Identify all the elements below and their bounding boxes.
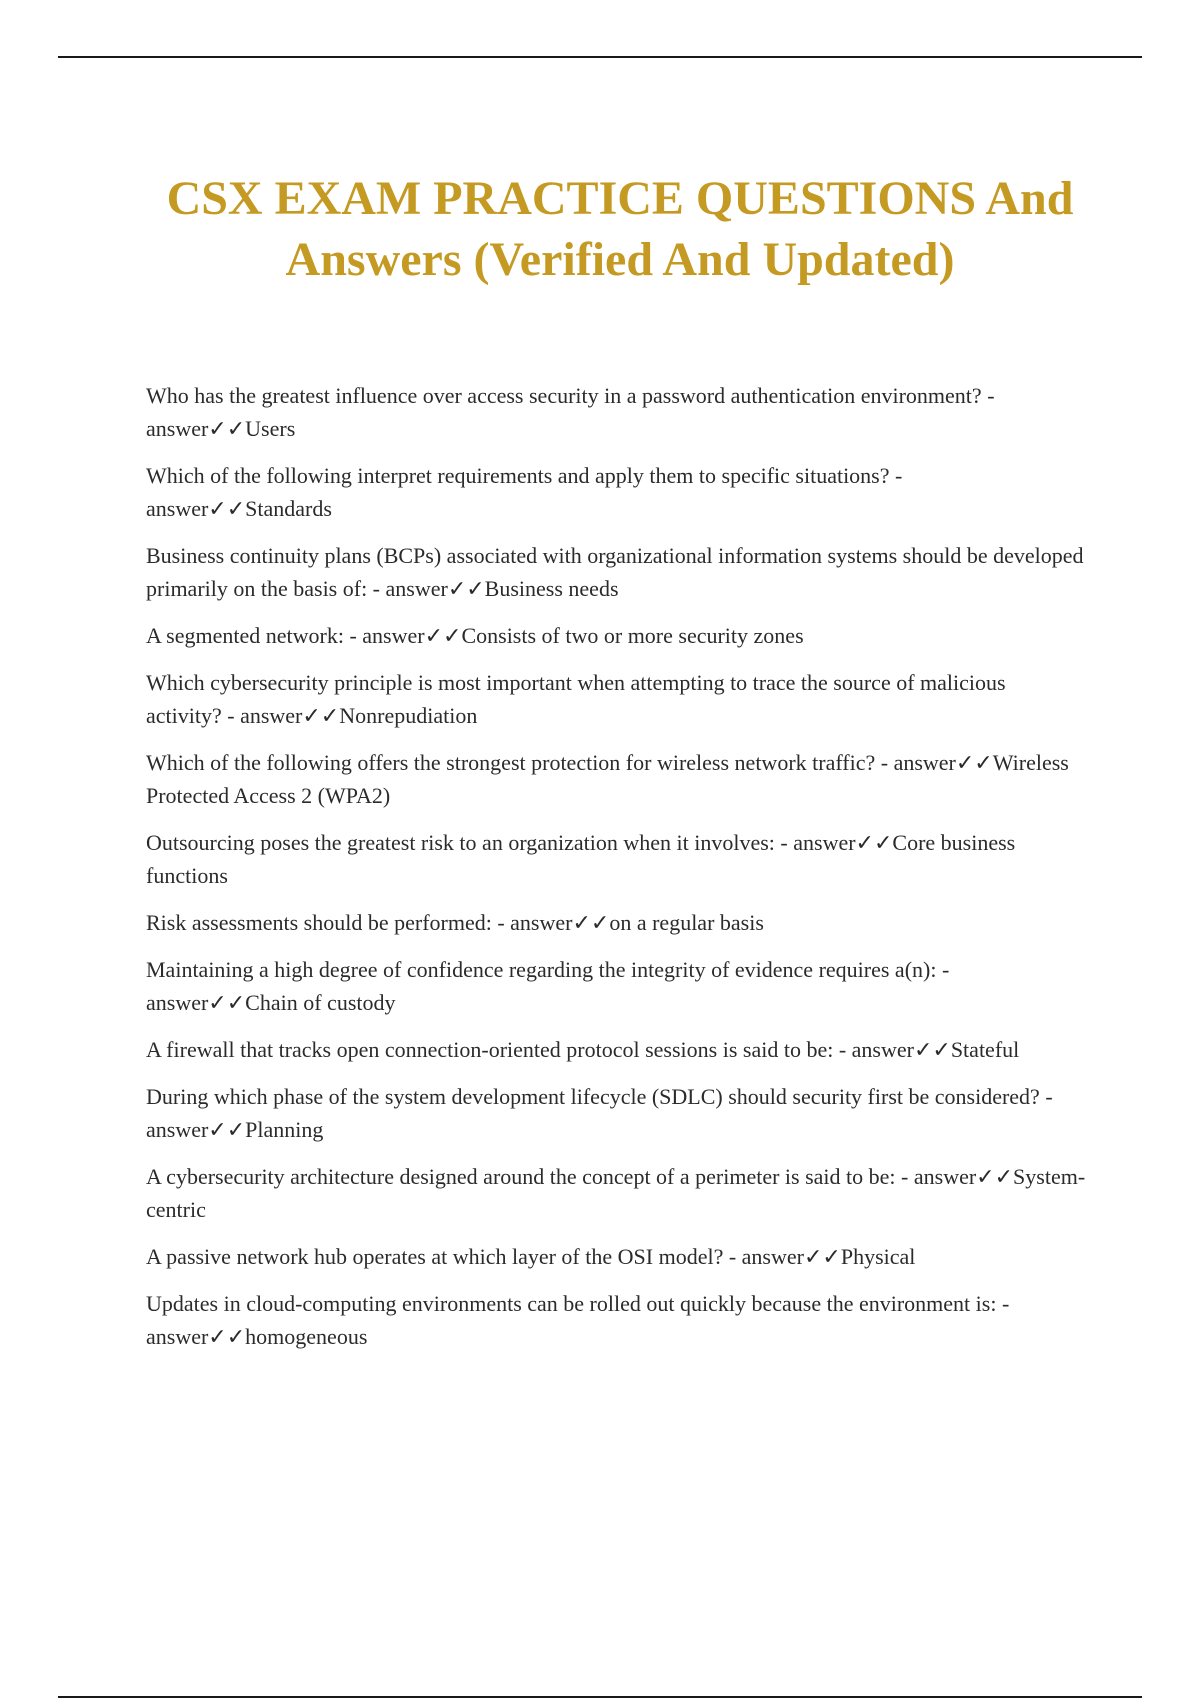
qa-item: A firewall that tracks open connection-oriented protocol sessions is said to be: - answer✓✓Stateful bbox=[146, 1037, 1020, 1062]
qa-item: Updates in cloud-computing environments can be rolled out quickly because the environment is: - answer✓✓homogeneous bbox=[146, 1291, 1010, 1349]
page-title-line-1: CSX EXAM PRACTICE QUESTIONS And bbox=[166, 172, 1074, 225]
qa-item: A cybersecurity architecture designed around the concept of a perimeter is said to be: - answer✓✓System-centric bbox=[146, 1164, 1086, 1222]
qa-item: Risk assessments should be performed: - answer✓✓on a regular basis bbox=[146, 910, 764, 935]
qa-item: During which phase of the system development lifecycle (SDLC) should security first be considered? - answer✓✓Planning bbox=[146, 1084, 1053, 1142]
qa-item: A passive network hub operates at which layer of the OSI model? - answer✓✓Physical bbox=[146, 1244, 916, 1269]
qa-item: Which cybersecurity principle is most important when attempting to trace the source of malicious activity? - answer✓✓Nonrepudiation bbox=[146, 670, 1006, 728]
qa-item: Which of the following interpret requirements and apply them to specific situations? - answer✓✓Standards bbox=[146, 463, 903, 521]
qa-list bbox=[146, 379, 1086, 1367]
qa-item: Maintaining a high degree of confidence regarding the integrity of evidence requires a(n): - answer✓✓Chain of custody bbox=[146, 957, 950, 1015]
qa-item: Which of the following offers the strongest protection for wireless network traffic? - answer✓✓Wireless Protected Access 2 (WPA2) bbox=[146, 750, 1069, 808]
bottom-divider bbox=[58, 1696, 1142, 1698]
qa-item: Business continuity plans (BCPs) associated with organizational information systems should be developed primarily on the basis of: - answer✓✓Business needs bbox=[146, 543, 1084, 601]
page-title-line-2: Answers (Verified And Updated) bbox=[285, 233, 955, 286]
page-title bbox=[110, 168, 1130, 290]
qa-item: Outsourcing poses the greatest risk to an organization when it involves: - answer✓✓Core business functions bbox=[146, 830, 1016, 888]
qa-item: Who has the greatest influence over access security in a password authentication environment? - answer✓✓Users bbox=[146, 383, 995, 441]
qa-item: A segmented network: - answer✓✓Consists of two or more security zones bbox=[146, 623, 804, 648]
top-divider bbox=[58, 56, 1142, 58]
